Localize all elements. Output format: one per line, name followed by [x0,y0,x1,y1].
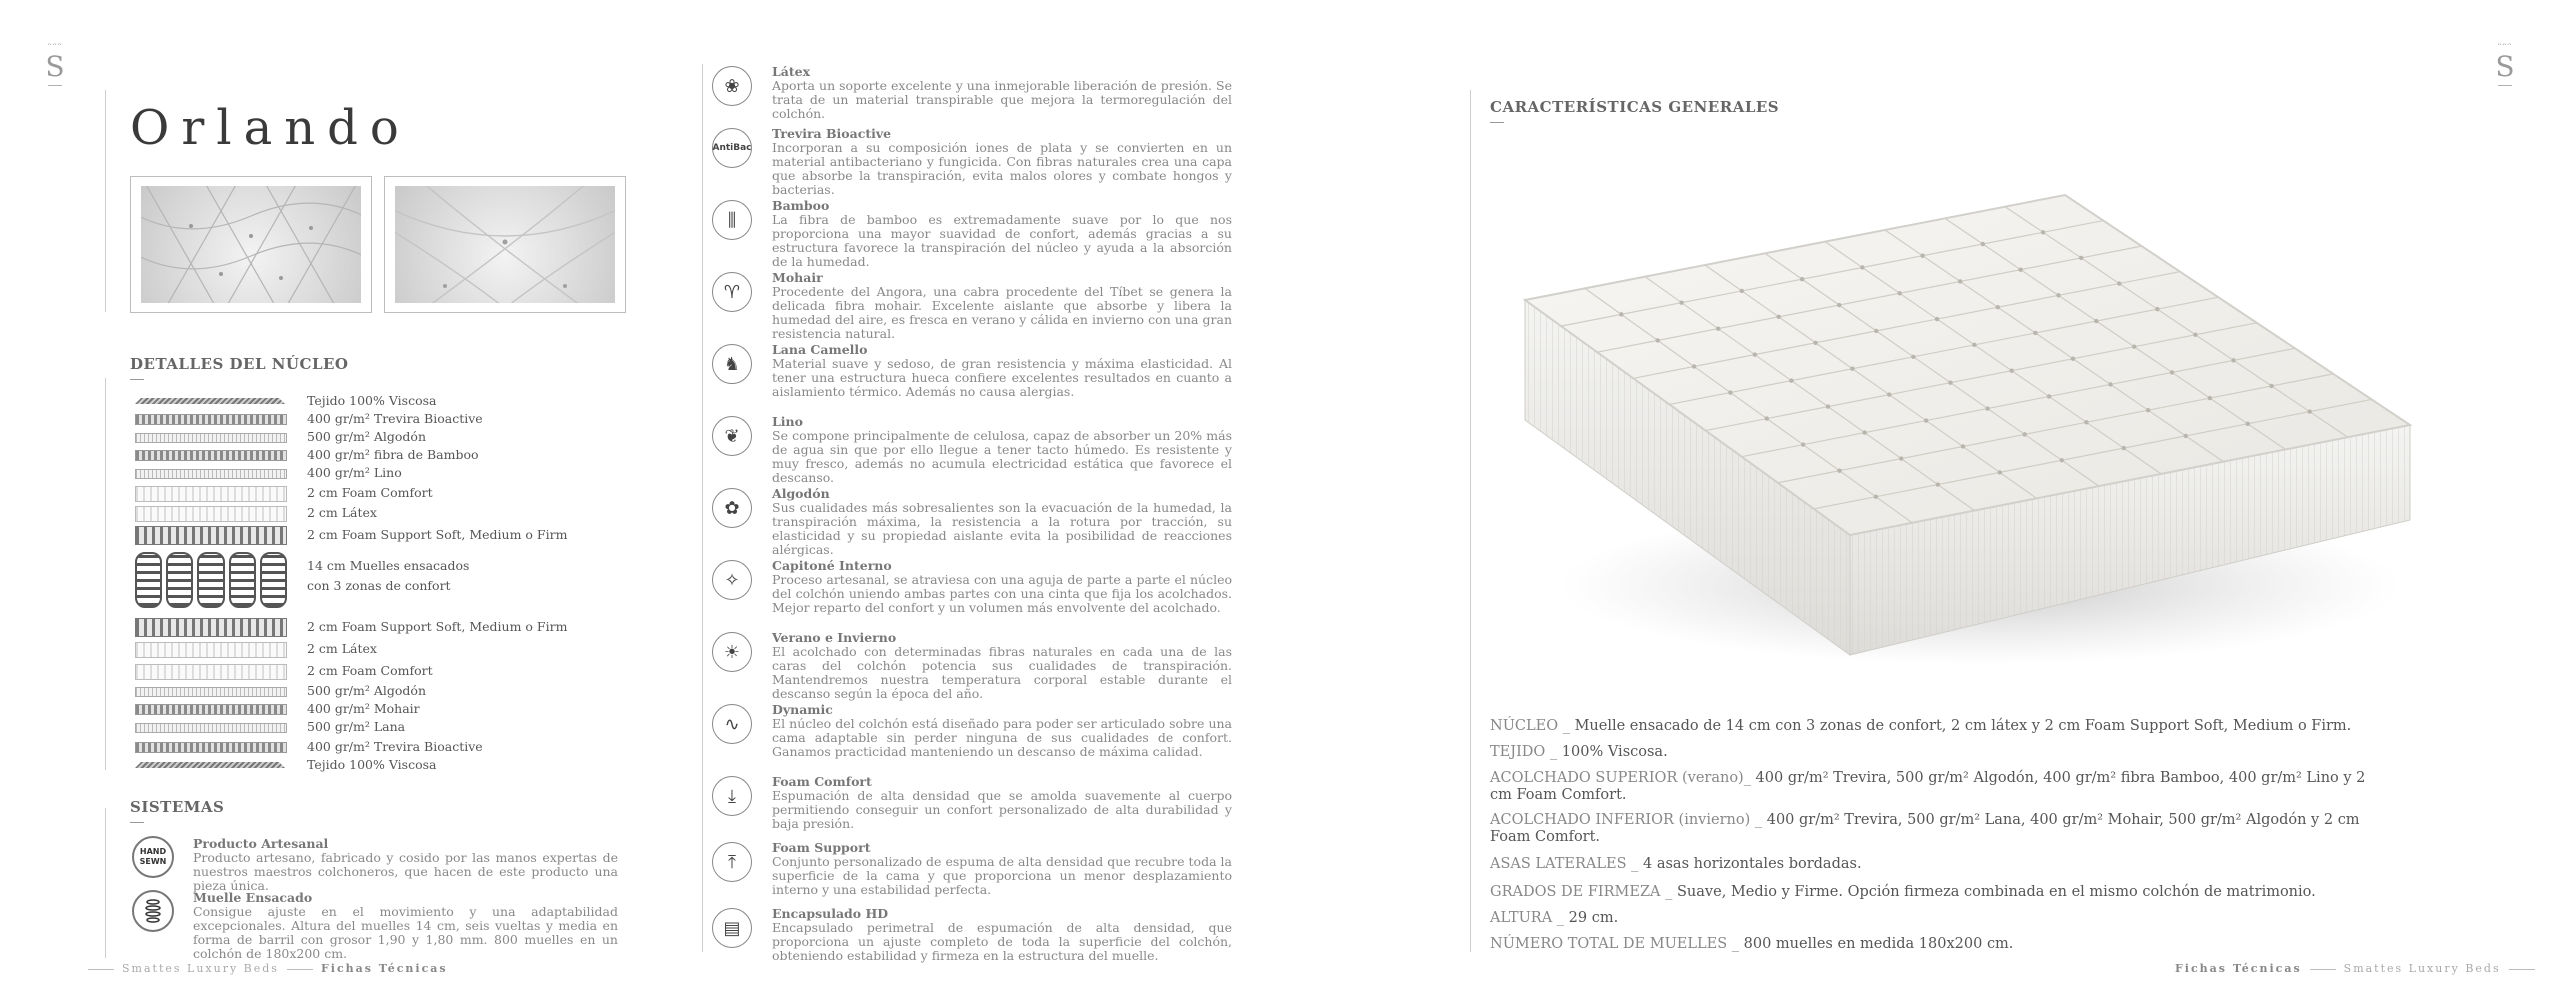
footer-left [80,962,448,975]
spec-key: NÚMERO TOTAL DE MUELLES _ [1490,936,1740,952]
footer-brand: Smattes Luxury Beds [122,962,279,975]
feature-item [712,486,1232,556]
layer-row [135,700,655,718]
layer-graphic [135,664,287,680]
product-title: Orlando [130,100,411,156]
brand-logo-right: ᵔᵔᵔ S [2490,44,2520,86]
feature-text: Conjunto personalizado de espuma de alta densidad que recubre toda la superficie de la cama y que proporciona un menor desplazamiento interno y una estabilidad perfecta. [772,854,1232,897]
pocket-springs-graphic [135,552,287,608]
layer-label: 500 gr/m² Algodón [307,429,426,444]
spec-value: 800 muelles en medida 180x200 cm. [1739,936,2014,952]
logo-letter: S [45,50,65,83]
feature-icon: ☀ [712,632,752,672]
spec-value: 100% Viscosa. [1557,744,1668,760]
fabric-thumbnail-2 [384,176,626,313]
system-item-muelle [193,890,618,961]
layer-row [135,718,655,736]
spec-line [1490,936,2370,953]
layer-graphic [135,486,287,502]
layer-label: 2 cm Foam Support Soft, Medium o Firm [307,619,568,634]
layer-row [135,526,655,544]
feature-text: Aporta un soporte excelente y una inmejorable liberación de presión. Se trata de un material transpirable que mejora la termoregulación del colchón. [772,78,1232,121]
divider [105,808,106,958]
divider [105,90,106,312]
core-heading: DETALLES DEL NÚCLEO [130,355,349,380]
feature-item [712,198,1232,268]
springs-label-zones: con 3 zonas de confort [307,578,451,593]
feature-title: Dynamic [772,702,833,717]
layer-label: 2 cm Foam Support Soft, Medium o Firm [307,527,568,542]
layer-label: 500 gr/m² Lana [307,719,406,734]
springs-label: 14 cm Muelles ensacados [307,558,470,573]
spec-line [1490,856,2370,873]
pocket-spring-icon [132,890,174,932]
feature-title: Encapsulado HD [772,906,889,921]
layer-row [135,446,655,464]
feature-title: Verano e Invierno [772,630,897,645]
general-heading: CARACTERÍSTICAS GENERALES [1490,98,1779,123]
layer-graphic [135,687,287,697]
layer-row [135,410,655,428]
layer-graphic [135,433,287,443]
layer-label: 400 gr/m² fibra de Bamboo [307,447,479,462]
layer-row [135,392,655,410]
layer-graphic [135,506,287,522]
feature-title: Lana Camello [772,342,868,357]
footer-section: Fichas Técnicas [2175,962,2302,975]
feature-item [712,414,1232,484]
layer-label: 400 gr/m² Trevira Bioactive [307,739,483,754]
fabric-thumbnail-1 [130,176,372,313]
feature-icon: ⤓ [712,776,752,816]
feature-title: Lino [772,414,803,429]
spec-key: ALTURA _ [1490,910,1565,926]
footer-section: Fichas Técnicas [320,962,448,975]
layer-graphic [135,723,287,733]
spec-line [1490,770,2370,804]
system-title: Producto Artesanal [193,836,329,851]
feature-icon: AntiBac [712,128,752,168]
layer-label: 400 gr/m² Mohair [307,701,420,716]
layer-graphic [135,704,287,715]
spec-key: ASAS LATERALES _ [1490,856,1639,872]
hand-sewn-icon: HAND SEWN [132,836,174,878]
layer-row [135,640,655,658]
feature-item [712,64,1232,134]
feature-text: Material suave y sedoso, de gran resistencia y máxima elasticidad. Al tener una estructura hueca confiere excelentes resultados en cuanto a aislamiento térmico. Además no causa alergias. [772,356,1232,399]
layer-graphic [135,618,287,637]
spec-line [1490,812,2370,846]
layer-row [135,504,655,522]
feature-icon: ∿ [712,704,752,744]
feature-icon: ❀ [712,66,752,106]
divider [1470,90,1471,952]
feature-title: Látex [772,64,811,79]
feature-item [712,342,1232,412]
feature-title: Capitoné Interno [772,558,892,573]
feature-item [712,774,1232,844]
layer-label: 2 cm Foam Comfort [307,663,433,678]
layer-label: 400 gr/m² Lino [307,465,402,480]
feature-item [712,558,1232,628]
layer-label: 2 cm Foam Comfort [307,485,433,500]
feature-icon: ⫼ [712,200,752,240]
spec-value: 4 asas horizontales bordadas. [1638,856,1862,872]
feature-text: Encapsulado perimetral de espumación de alta densidad, que proporciona un ajuste completo de toda la superficie del colchón, obteniendo estabilidad y firmeza en la estructura del muelle. [772,920,1232,963]
spec-line [1490,910,2370,927]
feature-text: La fibra de bamboo es extremadamente suave por lo que nos proporciona una mayor suavidad de confort, además gracias a su estructura favorece la transpiración del núcleo y ayuda a la absorción de la humedad. [772,212,1232,269]
layer-graphic [135,398,285,404]
feature-item [712,126,1232,196]
spec-line [1490,744,2370,761]
system-text: Producto artesano, fabricado y cosido por las manos expertas de nuestros maestros colchoneros, que hacen de este producto una pieza única. [193,850,618,893]
system-title: Muelle Ensacado [193,890,313,905]
feature-icon: ▤ [712,908,752,948]
feature-item [712,270,1232,340]
spec-value: Muelle ensacado de 14 cm con 3 zonas de confort, 2 cm látex y 2 cm Foam Support Soft, Medium o Firm. [1569,718,2352,734]
layer-graphic [135,642,287,658]
divider [105,378,106,770]
spec-value: 400 gr/m² Trevira, 500 gr/m² Algodón, 400 gr/m² fibra Bamboo, 400 gr/m² Lino y 2 cm Foam Comfort. [1490,770,2366,803]
feature-item [712,630,1232,700]
feature-item [712,702,1232,772]
system-text: Consigue ajuste en el movimiento y una adaptabilidad excepcionales. Altura del muelles 14 cm, seis vueltas y media en forma de barril con grosor 1,90 y 1,80 mm. 800 muelles en un colchón de 180x200 cm. [193,904,618,961]
spec-key: ACOLCHADO SUPERIOR (verano)_ [1490,770,1751,786]
feature-icon: ♞ [712,344,752,384]
logo-letter: S [2495,50,2515,83]
feature-icon: ✧ [712,560,752,600]
spec-key: NÚCLEO _ [1490,718,1570,734]
feature-title: Foam Support [772,840,871,855]
layer-graphic [135,414,287,425]
layer-graphic [135,469,287,479]
mattress-image [1510,185,2440,695]
footer-brand: Smattes Luxury Beds [2343,962,2501,975]
layer-graphic [135,762,285,768]
feature-icon: ⤒ [712,842,752,882]
layer-label: 500 gr/m² Algodón [307,683,426,698]
spec-key: TEJIDO _ [1490,744,1558,760]
layer-row [135,682,655,700]
layer-label: Tejido 100% Viscosa [307,393,437,408]
layer-row [135,756,655,774]
layer-row [135,464,655,482]
layer-row [135,428,655,446]
layer-row [135,662,655,680]
spec-key: ACOLCHADO INFERIOR (invierno) _ [1490,812,1763,828]
feature-icon: ♈ [712,272,752,312]
feature-title: Bamboo [772,198,830,213]
layer-label: 2 cm Látex [307,505,377,520]
feature-text: El núcleo del colchón está diseñado para poder ser articulado sobre una cama adaptable sin perder ninguna de sus cualidades de confort. Ganamos practicidad manteniendo un descanso de máxima calidad. [772,716,1232,759]
feature-title: Foam Comfort [772,774,872,789]
divider [702,64,703,952]
feature-title: Mohair [772,270,823,285]
feature-text: Procedente del Angora, una cabra procedente del Tíbet se genera la delicada fibra mohair. Excelente aislante que absorbe y libera la humedad del aire, es fresca en verano y cálida en invierno con una gran resistencia natural. [772,284,1232,341]
systems-heading: SISTEMAS [130,798,224,823]
layer-graphic [135,742,287,753]
feature-text: El acolchado con determinadas fibras naturales en cada una de las caras del colchón potencia sus cualidades de transpiración. Mantendremos nuestra temperatura corporal estable durante el descanso según la época del año. [772,644,1232,701]
layer-row [135,484,655,502]
feature-text: Proceso artesanal, se atraviesa con una aguja de parte a parte el núcleo del colchón uniendo ambas partes con una cinta que fija los acolchados. Mejor reparto del confort y un volumen más envolvente del acolchado. [772,572,1232,615]
feature-icon: ❦ [712,416,752,456]
feature-text: Sus cualidades más sobresalientes son la evacuación de la humedad, la transpiración máxima, la resistencia a la rotura por tracción, su elasticidad y su propiedad aislante evita la posibilidad de reacciones alérgicas. [772,500,1232,557]
spec-value: 29 cm. [1564,910,1619,926]
footer-right [2175,962,2543,975]
spec-line [1490,884,2370,901]
layer-label: Tejido 100% Viscosa [307,757,437,772]
feature-title: Algodón [772,486,830,501]
feature-title: Trevira Bioactive [772,126,892,141]
feature-item [712,840,1232,910]
feature-item [712,906,1232,976]
layer-label: 2 cm Látex [307,641,377,656]
spec-key: GRADOS DE FIRMEZA _ [1490,884,1673,900]
spec-value: Suave, Medio y Firme. Opción firmeza combinada en el mismo colchón de matrimonio. [1672,884,2316,900]
feature-icon: ✿ [712,488,752,528]
brand-logo-left: ᵔᵔᵔ S [40,44,70,86]
feature-text: Se compone principalmente de celulosa, capaz de absorber un 20% más de agua sin que por ello llegue a tener tacto húmedo. Es resistente y muy fresco, además no acumula electricidad estática que favorece el descanso. [772,428,1232,485]
spec-line [1490,718,2370,735]
feature-text: Incorporan a su composición iones de plata y se convierten en un material antibacteriano y fungicida. Con fibras naturales crea una capa que absorbe la transpiración, evita malos olores y combate hongos y bacterias. [772,140,1232,197]
layer-row [135,738,655,756]
system-item-artesanal [193,836,618,893]
feature-text: Espumación de alta densidad que se amolda suavemente al cuerpo permitiendo conseguir un confort personalizado de alta durabilidad y baja presión. [772,788,1232,831]
layer-row [135,618,655,636]
layer-label: 400 gr/m² Trevira Bioactive [307,411,483,426]
layer-graphic [135,450,287,461]
layer-graphic [135,526,287,545]
spec-value: 400 gr/m² Trevira, 500 gr/m² Lana, 400 gr/m² Mohair, 500 gr/m² Algodón y 2 cm Foam Comfort. [1490,812,2360,845]
